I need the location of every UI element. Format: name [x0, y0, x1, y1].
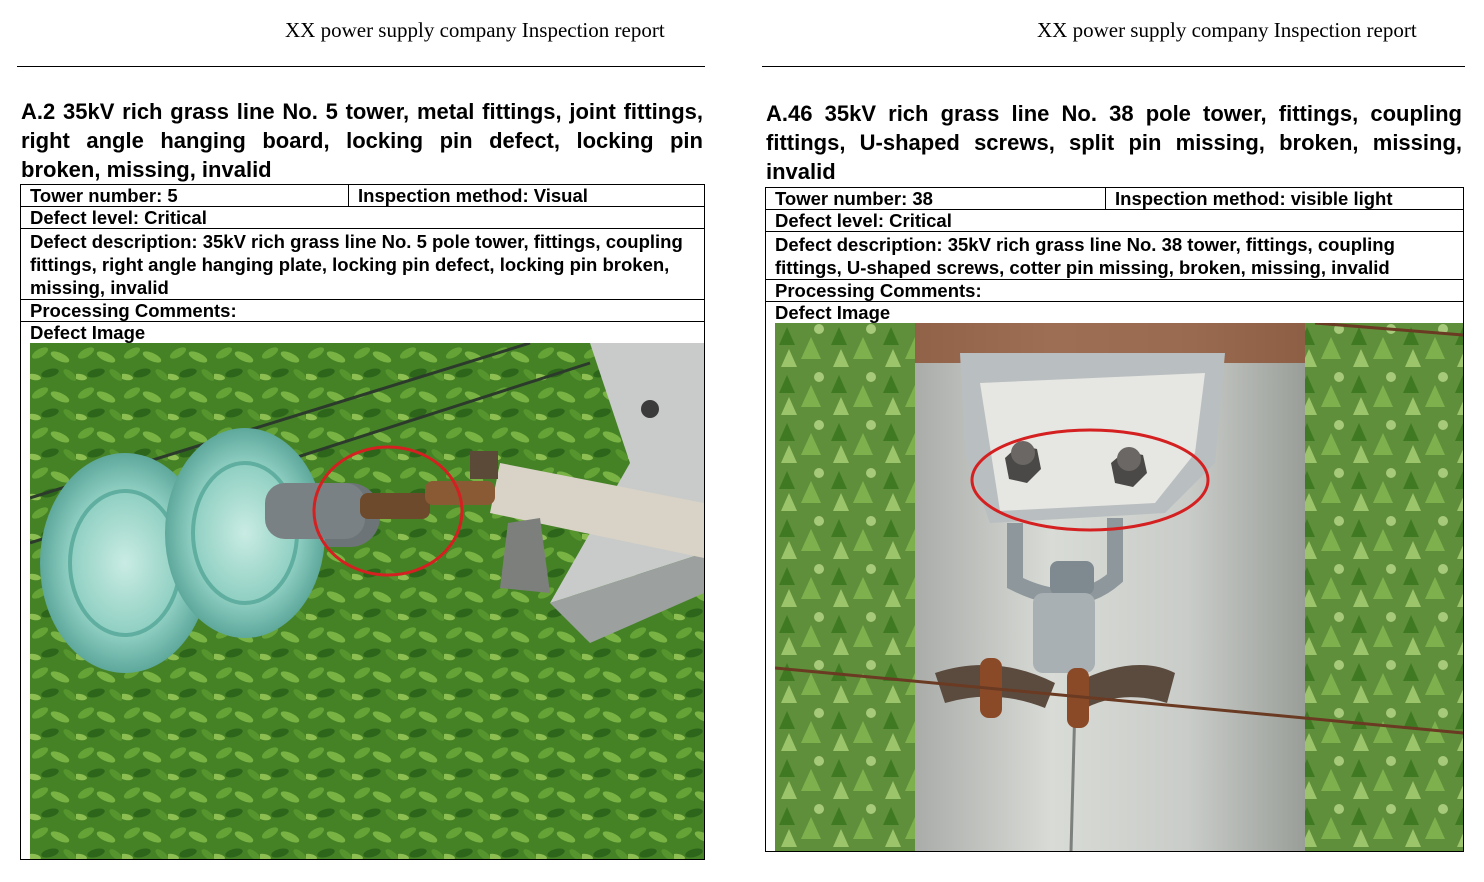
inspection-table — [20, 184, 705, 860]
section-title: A.2 35kV rich grass line No. 5 tower, metal fittings, joint fittings, right angle hanging board, locking pin defect, locking pin broken, missing, invalid — [21, 99, 703, 182]
defect-photo-pole-bracket — [775, 323, 1463, 851]
defect-photo-insulator — [30, 343, 704, 859]
defect-level-cell: Defect level: Critical — [766, 210, 1464, 232]
tower-number-cell: Tower number: 38 — [766, 188, 1106, 210]
inspection-method-cell: Inspection method: visible light — [1106, 188, 1464, 210]
processing-comments-cell: Processing Comments: — [21, 300, 705, 322]
tower-number-cell: Tower number: 5 — [21, 185, 349, 207]
page-header-title: XX power supply company Inspection report — [1037, 18, 1417, 42]
section-title: A.46 35kV rich grass line No. 38 pole tower, fittings, coupling fittings, U-shaped screws, split pin missing, broken, missing, invalid — [766, 101, 1462, 184]
processing-comments-cell: Processing Comments: — [766, 280, 1464, 302]
defect-image-label: Defect Image — [766, 302, 1464, 324]
header-rule — [762, 66, 1465, 67]
defect-description-cell: Defect description: 35kV rich grass line No. 5 pole tower, fittings, coupling fittings, right angle hanging plate, locking pin defect, locking pin broken, missing, invalid — [21, 229, 705, 300]
defect-level-cell: Defect level: Critical — [21, 207, 705, 229]
report-page-left — [0, 0, 740, 882]
defect-image-cell — [21, 343, 705, 860]
page-header-title: XX power supply company Inspection report — [285, 18, 665, 42]
header-rule — [17, 66, 705, 67]
inspection-method-cell: Inspection method: Visual — [349, 185, 705, 207]
defect-image-label: Defect Image — [21, 322, 705, 344]
defect-description-cell: Defect description: 35kV rich grass line No. 38 tower, fittings, coupling fittings, U-shaped screws, cotter pin missing, broken, missing, invalid — [766, 232, 1464, 280]
defect-image-cell — [766, 323, 1464, 852]
report-page-right — [744, 0, 1484, 882]
inspection-table — [765, 187, 1464, 852]
